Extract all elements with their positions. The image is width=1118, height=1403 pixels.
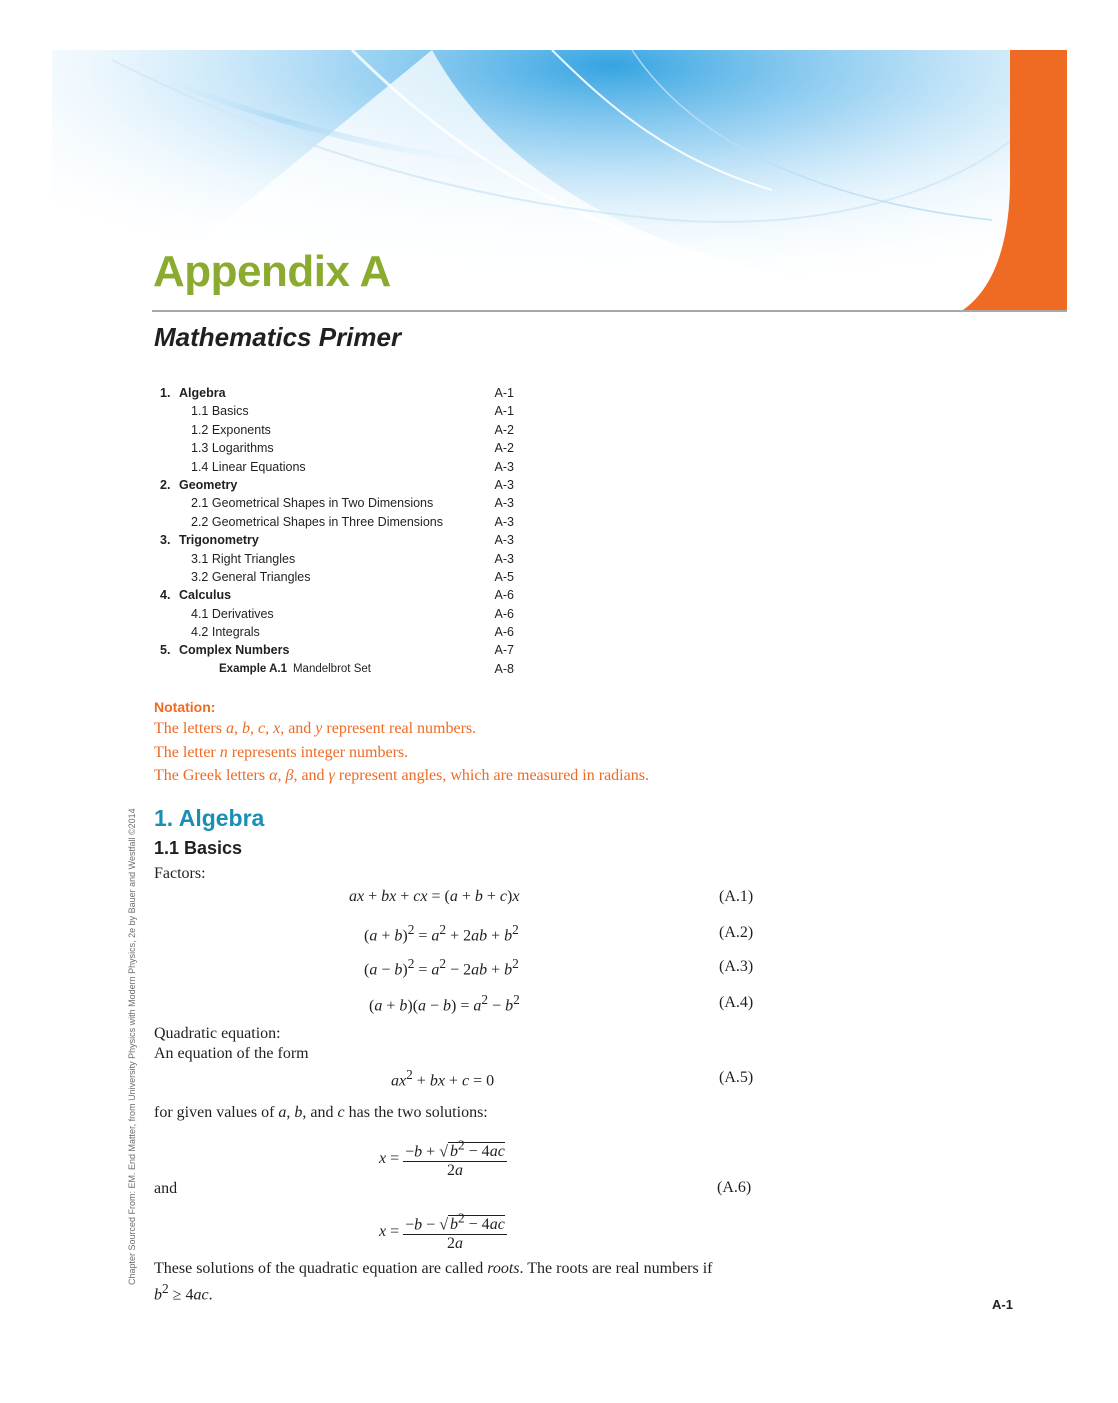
toc-entry [160, 641, 520, 659]
page-number: A-1 [992, 1297, 1013, 1312]
toc-entry [160, 550, 520, 568]
equation-number-a5: (A.5) [719, 1069, 754, 1086]
equation-a4: $(a + b)(a - b) = a^2 - b^2$ [369, 992, 520, 1015]
toc-entry [160, 384, 520, 402]
equation-number-a6: (A.6) [717, 1179, 752, 1196]
toc-entry-label: 1.2 Exponents [191, 422, 271, 437]
equation-number-a4: (A.4) [719, 994, 754, 1011]
toc-entry-page: A-8 [494, 661, 514, 676]
title-divider [152, 310, 1067, 312]
toc-entry-label: Algebra [179, 386, 226, 400]
toc-entry-page: A-3 [494, 551, 514, 566]
toc-example-title: Mandelbrot Set [292, 662, 371, 675]
toc-entry-label: 3.2 General Triangles [191, 569, 311, 584]
toc-entry [160, 402, 520, 420]
toc-entry-label: 4.1 Derivatives [191, 606, 274, 621]
toc-entry [160, 568, 520, 586]
toc-entry [160, 605, 520, 623]
solutions-text: for given values of a, b, and c has the two solutions: [154, 1104, 488, 1121]
notation-line-2: The letter n represents integer numbers. [154, 743, 409, 761]
toc-entry-page: A-1 [494, 404, 514, 419]
toc-entry-number: 1. [160, 386, 171, 400]
notation-block [154, 697, 649, 788]
toc-entry-label: Geometry [179, 477, 238, 492]
toc-entry-label: 1.4 Linear Equations [191, 459, 306, 474]
toc-entry-page: A-3 [494, 477, 514, 492]
toc-entry-label: 1.1 Basics [191, 404, 249, 419]
toc-entry-page: A-3 [494, 496, 514, 511]
toc-entry [160, 586, 520, 604]
notation-line-1: The letters a, b, c, x, and y represent real numbers. [154, 720, 477, 737]
roots-text: These solutions of the quadratic equation are called roots. The roots are real numbers if $b^2 \ge 4ac$. [154, 1260, 713, 1304]
toc-entry [160, 494, 520, 512]
toc-entry-page: A-1 [494, 386, 514, 400]
toc-entry-label: 3.1 Right Triangles [191, 551, 296, 566]
equation-a6-plus: x = $\frac{-b + √ b^2 - 4ac}{2a}$ [379, 1138, 505, 1180]
equation-a6-minus: x = $\frac{-b - √ b^2 - 4ac}{2a}$ [379, 1211, 505, 1253]
toc-entry-page: A-3 [494, 459, 514, 474]
toc-entry-label [219, 660, 371, 678]
toc-entry-label: 2.2 Geometrical Shapes in Three Dimensions [191, 514, 443, 529]
notation-line-3: The Greek letters α, β, and γ represent angles, which are measured in radians. [154, 767, 649, 784]
toc-entry-page: A-7 [494, 643, 514, 658]
toc-entry-number: 4. [160, 588, 171, 603]
toc-example-tag: Example A.1 [219, 662, 287, 675]
orange-edge-tab [1010, 50, 1067, 312]
toc-entry-page: A-6 [494, 588, 514, 603]
toc-entry-page: A-3 [494, 533, 514, 548]
toc-entry [160, 439, 520, 457]
toc-entry-number: 3. [160, 533, 171, 548]
toc-entry-page: A-2 [494, 441, 514, 456]
toc-entry-page: A-6 [494, 625, 514, 640]
toc-entry [160, 660, 520, 678]
subsection-heading: 1.1 Basics [154, 838, 243, 858]
form-label: An equation of the form [154, 1045, 309, 1062]
toc-entry-number: 2. [160, 477, 171, 492]
toc-entry-page: A-3 [494, 514, 514, 529]
toc-entry [160, 421, 520, 439]
appendix-title: Appendix A [153, 247, 391, 296]
equation-number-a2: (A.2) [719, 924, 754, 941]
source-credit: Chapter Sourced From: EM. End Matter, from University Physics with Modern Physics, 2e by Bauer and Westfall ©2014 [127, 808, 137, 1285]
equation-a3: $(a - b)^2 = a^2 - 2ab + b^2$ [364, 956, 519, 979]
toc-entry-label: 2.1 Geometrical Shapes in Two Dimensions [191, 496, 434, 511]
orange-curve-graphic [900, 50, 1015, 312]
toc-entry [160, 476, 520, 494]
toc-entry [160, 458, 520, 476]
equation-a1: ax + bx + cx = (a + b + c)x [349, 888, 520, 905]
table-of-contents [160, 384, 520, 678]
quadratic-label: Quadratic equation: [154, 1025, 281, 1042]
toc-entry [160, 623, 520, 641]
section-heading: 1. Algebra [154, 805, 265, 831]
equation-number-a3: (A.3) [719, 958, 754, 975]
notation-title: Notation: [154, 699, 216, 715]
toc-entry-label: Calculus [179, 588, 232, 603]
toc-entry-page: A-5 [494, 569, 514, 584]
toc-entry [160, 513, 520, 531]
toc-entry-label: Complex Numbers [179, 643, 290, 658]
equation-a5: $ax^2$ + bx + c = 0 [391, 1067, 495, 1090]
appendix-subtitle: Mathematics Primer [154, 322, 402, 352]
toc-entry-page: A-2 [494, 422, 514, 437]
equation-a2: $(a + b)^2 = a^2 + 2ab + b^2$ [364, 922, 519, 945]
toc-entry-number: 5. [160, 643, 171, 658]
and-label: and [154, 1180, 178, 1197]
toc-entry [160, 531, 520, 549]
toc-entry-label: 4.2 Integrals [191, 625, 260, 640]
toc-entry-page: A-6 [494, 606, 514, 621]
toc-entry-label: 1.3 Logarithms [191, 441, 274, 456]
toc-entry-label: Trigonometry [179, 533, 259, 548]
equation-number-a1: (A.1) [719, 888, 754, 905]
factors-label: Factors: [154, 865, 206, 882]
